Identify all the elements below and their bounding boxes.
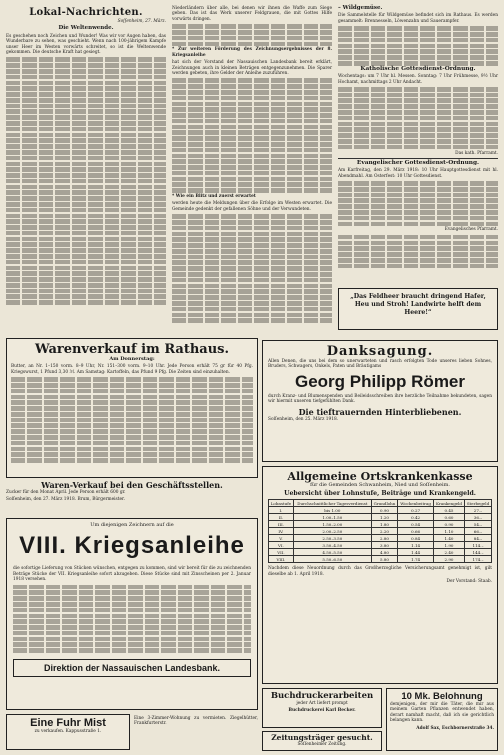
dank-place: Soſſenheim, den 25. März 1918. <box>268 416 339 422</box>
table-cell: 4.80 <box>371 549 397 556</box>
table-cell: 0.90 <box>434 521 465 528</box>
col2-subtitle: * Zur weiteren Förderung des Zeichnungsergebnisses der 8. Kriegsanleihe <box>172 47 332 58</box>
table-cell: 0.45 <box>434 507 465 514</box>
geschaeft-sign: Soſſenheim, den 27. März 1918. Brum, Bürgermeister. <box>6 497 125 503</box>
table-cell: 0.84 <box>398 535 434 542</box>
wildgemuese-body: Die Sammelstelle für Wildgemüse befindet sich im Rathaus. Es werden gesammelt: Brennesseln, Löwenzahn und Sauerampfer. <box>338 13 498 24</box>
lohn-col-header: Krankengeld <box>434 500 465 507</box>
wildgemuese-title: – Wildgemüse. <box>338 5 383 11</box>
col2-body-2: werden heute die Meldungen über die Erfolge im Westen erwartet. Die Gemeinde gedenkt der gefallenen Söhne und der Verwundeten. <box>172 201 332 212</box>
geschaeft-section <box>6 480 258 505</box>
dank-name: Georg Philipp Römer <box>294 371 466 391</box>
table-cell: 2.50–3.50 <box>293 535 371 542</box>
table-cell: 5.50–6.50 <box>293 556 371 563</box>
table-cell: 1.00–1.50 <box>293 514 371 521</box>
kriegsanleihe-body: die sofortige Lieferung von Stücken wünschen, entgegen zu kommen, sind wir bereit für die zu zeichnenden Beträge Stücke der VII. Kriegsanleihe sofort abzugeben. Diese Stücke sind mit Zinsscheinen per 2. Januar 1918 versehen. <box>13 566 251 583</box>
kriegsanleihe-box <box>6 518 258 710</box>
table-cell: 0.66 <box>398 528 434 535</box>
table-row <box>269 521 492 528</box>
table-row <box>269 556 492 563</box>
table-cell: VIII. <box>269 556 294 563</box>
lokal-dateline: Soſſenheim, 27. März. <box>117 19 166 24</box>
table-cell: 1.44 <box>398 549 434 556</box>
column-2 <box>172 6 332 324</box>
lohn-col-header: Durchschnittlicher Tagesverdienst <box>293 500 371 507</box>
table-cell: 1.10 <box>434 528 465 535</box>
table-cell: IV. <box>269 528 294 535</box>
dank-title: Danksagung. <box>326 344 434 359</box>
table-row <box>269 542 492 549</box>
table-cell: 4.50–5.50 <box>293 549 371 556</box>
table-cell: 114.– <box>464 542 491 549</box>
geschaeft-title: Waren-Verkauf bei den Geschäftsstellen. <box>41 480 223 490</box>
table-cell: 2.00–2.50 <box>293 528 371 535</box>
table-cell: 2.20 <box>371 528 397 535</box>
kriegsanleihe-intro: Um diejenigen Zeichnern auf die <box>90 522 174 528</box>
table-cell: 1.50–2.00 <box>293 521 371 528</box>
table-cell: 3.80 <box>371 542 397 549</box>
warenverkauf-box <box>6 338 258 478</box>
belohnung-body: demjenigen, der mir die Täter, die mir aus meinem Garten Pflanzen entwendet haben, derart namhaft macht, daß ich sie gerichtlich belangen kann. <box>390 702 494 724</box>
table-cell: 174.– <box>464 556 491 563</box>
ev-pastor: Evangelisches Pfarramt. <box>444 227 498 233</box>
patriot-notice <box>338 288 498 330</box>
table-cell: 66.– <box>464 528 491 535</box>
table-cell: 1.20 <box>371 514 397 521</box>
table-cell: 144.– <box>464 549 491 556</box>
dank-mourners: Die tieftrauernden Hinterbliebenen. <box>298 406 462 417</box>
ortskranken-sub: für die Gemeinden Schwanheim, Nied und Soſſenheim. <box>310 482 450 488</box>
table-cell: I. <box>269 507 294 514</box>
table-cell: III. <box>269 521 294 528</box>
table-cell: VII. <box>269 549 294 556</box>
table-cell: bis 1.00 <box>293 507 371 514</box>
table-cell: VI. <box>269 542 294 549</box>
col2-subtitle-2: * Wie ein Blitz und zuerst erwartet <box>172 194 256 199</box>
table-row <box>269 535 492 542</box>
druckerei-sign: Buchdruckerei Karl Becker. <box>288 708 356 714</box>
table-cell: 54.– <box>464 521 491 528</box>
dank-intro: Allen Denen, die uns bei dem so unerwarteten und rasch erfolgten Tode unseres lieben Sohnes, Bruders, Schwagers, Onkels, Paten und Bräutigams <box>268 359 492 370</box>
column-1 <box>6 6 166 306</box>
table-row <box>269 549 492 556</box>
lokal-subtitle: Die Weltenwende. <box>58 25 114 32</box>
kriegsanleihe-footer: Direktion der Nassauischen Landesbank. <box>13 659 251 677</box>
belohnung-title: 10 Mk. Belohnung <box>401 691 483 702</box>
table-cell: 27.– <box>464 507 491 514</box>
table-cell: 0.90 <box>371 507 397 514</box>
lohn-col-header: Wochenbeitrag <box>398 500 434 507</box>
church-title: Katholische Gottesdienst-Ordnung. <box>360 65 476 72</box>
lokal-body: Es geschehen noch Zeichen und Wunder! Was wir vor Augen haben, das Wunderbare zu sehen, was geschieht. Wenn nach 100-jährigem Kampfe unser Heer im Westen vorwärts schreitet, so ist die Weltenwende gekommen. Die deutsche Kraft hat gesiegt. <box>6 33 166 56</box>
lohn-header-row <box>269 500 492 507</box>
lohn-note: Nachdem diese Neuordnung durch das Großherzogliche Versicherungsamt genehmigt ist, gilt dieselbe ab 1. April 1918. <box>268 566 492 577</box>
church-body: Wochentags: um 7 Uhr hl. Messen. Sonntag: 7 Uhr Frühmesse, 9½ Uhr Hochamt, nachmittags 2 Uhr Andacht. <box>338 74 498 85</box>
table-cell: 1.90 <box>434 542 465 549</box>
table-cell: 2.90 <box>434 556 465 563</box>
lohn-col-header: Sterbegeld <box>464 500 491 507</box>
table-cell: 3.50–4.50 <box>293 542 371 549</box>
geschaeft-body: Zucker für den Monat April. Jede Person erhält 600 gr. <box>6 490 126 495</box>
mist-body: zu verkaufen. Kappusstraße 1. <box>34 729 102 734</box>
table-cell: 1.74 <box>398 556 434 563</box>
table-row <box>269 507 492 514</box>
col2-intro: Niederländern über alle, bei denen wir ihnen die Waffe zum Siege geben. Das ist das Werk unserer Feldgrauen, die mit Gottes Hilfe vorwärts dringen. <box>172 6 332 22</box>
lohn-sign: Der Vorstand: Staab. <box>446 579 492 585</box>
mist-box <box>6 714 130 750</box>
table-cell: 0.27 <box>398 507 434 514</box>
table-cell: V. <box>269 535 294 542</box>
zeitung-sub: Soſſenheimer Zeitung. <box>297 742 347 747</box>
church-pastor: Das kath. Pfarramt. <box>455 150 498 156</box>
table-cell: 1.80 <box>371 521 397 528</box>
table-cell: 84.– <box>464 535 491 542</box>
lokal-title: Lokal-Nachrichten. <box>29 7 143 18</box>
table-cell: 1.40 <box>434 535 465 542</box>
table-cell: 0.60 <box>434 514 465 521</box>
belohnung-sign: Adolf Sax, Eschbornerstraße 34. <box>416 725 494 731</box>
ev-title: Evangelischer Gottesdienst-Ordnung. <box>356 159 480 166</box>
druckerei-sub: jeder Art liefert prompt <box>296 701 348 706</box>
druckerei-box <box>262 688 382 728</box>
warenverkauf-body: Butter, an Nr. 1–150 vorm. 8–9 Uhr, Nr. 151–300 vorm. 9–10 Uhr. Jede Person erhält 75 gr für 40 Pfg. Kriegswurst, 1 Pfund 3,30 ℳ. Am Samstag: Kartoffeln, das Pfund 9 Pfg. Die Zeiten sind einzuhalten. <box>11 364 253 375</box>
belohnung-box <box>386 688 498 751</box>
druckerei-title: Buchdruckerarbeiten <box>270 691 374 701</box>
table-cell: 1.14 <box>398 542 434 549</box>
lohn-col-header: Grundlohn <box>371 500 397 507</box>
table-cell: 2.80 <box>371 535 397 542</box>
table-row <box>269 528 492 535</box>
table-cell: 5.80 <box>371 556 397 563</box>
lohn-col-header: Lohnstufe <box>269 500 294 507</box>
ortskranken-title: Allgemeine Ortskrankenkasse <box>287 470 473 483</box>
zeitung-title: Zeitungsträger gesucht. <box>271 733 373 742</box>
lokal-text-lines <box>6 57 166 304</box>
mist-title: Eine Fuhr Mist <box>30 717 106 729</box>
ev-body: Am Karfreitag, den 29. März 1918: 10 Uhr Hauptgottesdienst mit hl. Abendmahl. Am Osterfest: 10 Uhr Gottesdienst. <box>338 168 498 179</box>
table-cell: 2.40 <box>434 549 465 556</box>
patriot-quote: „Das Feldheer braucht dringend Hafer, Heu und Stroh! Landwirte helft dem Heere!“ <box>350 293 486 316</box>
col2-body: hat sich der Vorstand der Nassauischen Landesbank bereit erklärt, Zeichnungen auch in kleinen Beträgen entgegenzunehmen. Die Sparer werden gebeten, ihre Gelder der Anleihe zuzuführen. <box>172 60 332 76</box>
table-row <box>269 514 492 521</box>
dank-body: durch Kranz- und Blumenspenden und Beileidsschreiben ihre herzliche Teilnahme bekundeten, sagen wir hiermit unseren tiefgefühlten Dank. <box>268 393 492 405</box>
kriegsanleihe-title: VIII. Kriegsanleihe <box>19 532 245 560</box>
danksagung-box <box>262 340 498 462</box>
lohn-title: Uebersicht über Lohnstufe, Beiträge und Krankengeld. <box>284 490 476 498</box>
warenverkauf-sub: Am Donnerstag: <box>109 356 155 362</box>
wohnung-ad <box>134 716 258 729</box>
lohn-table <box>268 499 492 563</box>
column-3 <box>338 6 498 269</box>
table-cell: 0.42 <box>398 514 434 521</box>
table-cell: 36.– <box>464 514 491 521</box>
zeitung-box <box>262 731 382 751</box>
ortskranken-box <box>262 466 498 684</box>
warenverkauf-title: Warenverkauf im Rathaus. <box>34 342 230 357</box>
wohnung-text: Eine 3-Zimmer-Wohnung zu vermieten. Ziegelhütter, Frankfurterstr. <box>134 716 258 727</box>
table-cell: II. <box>269 514 294 521</box>
table-cell: 0.54 <box>398 521 434 528</box>
